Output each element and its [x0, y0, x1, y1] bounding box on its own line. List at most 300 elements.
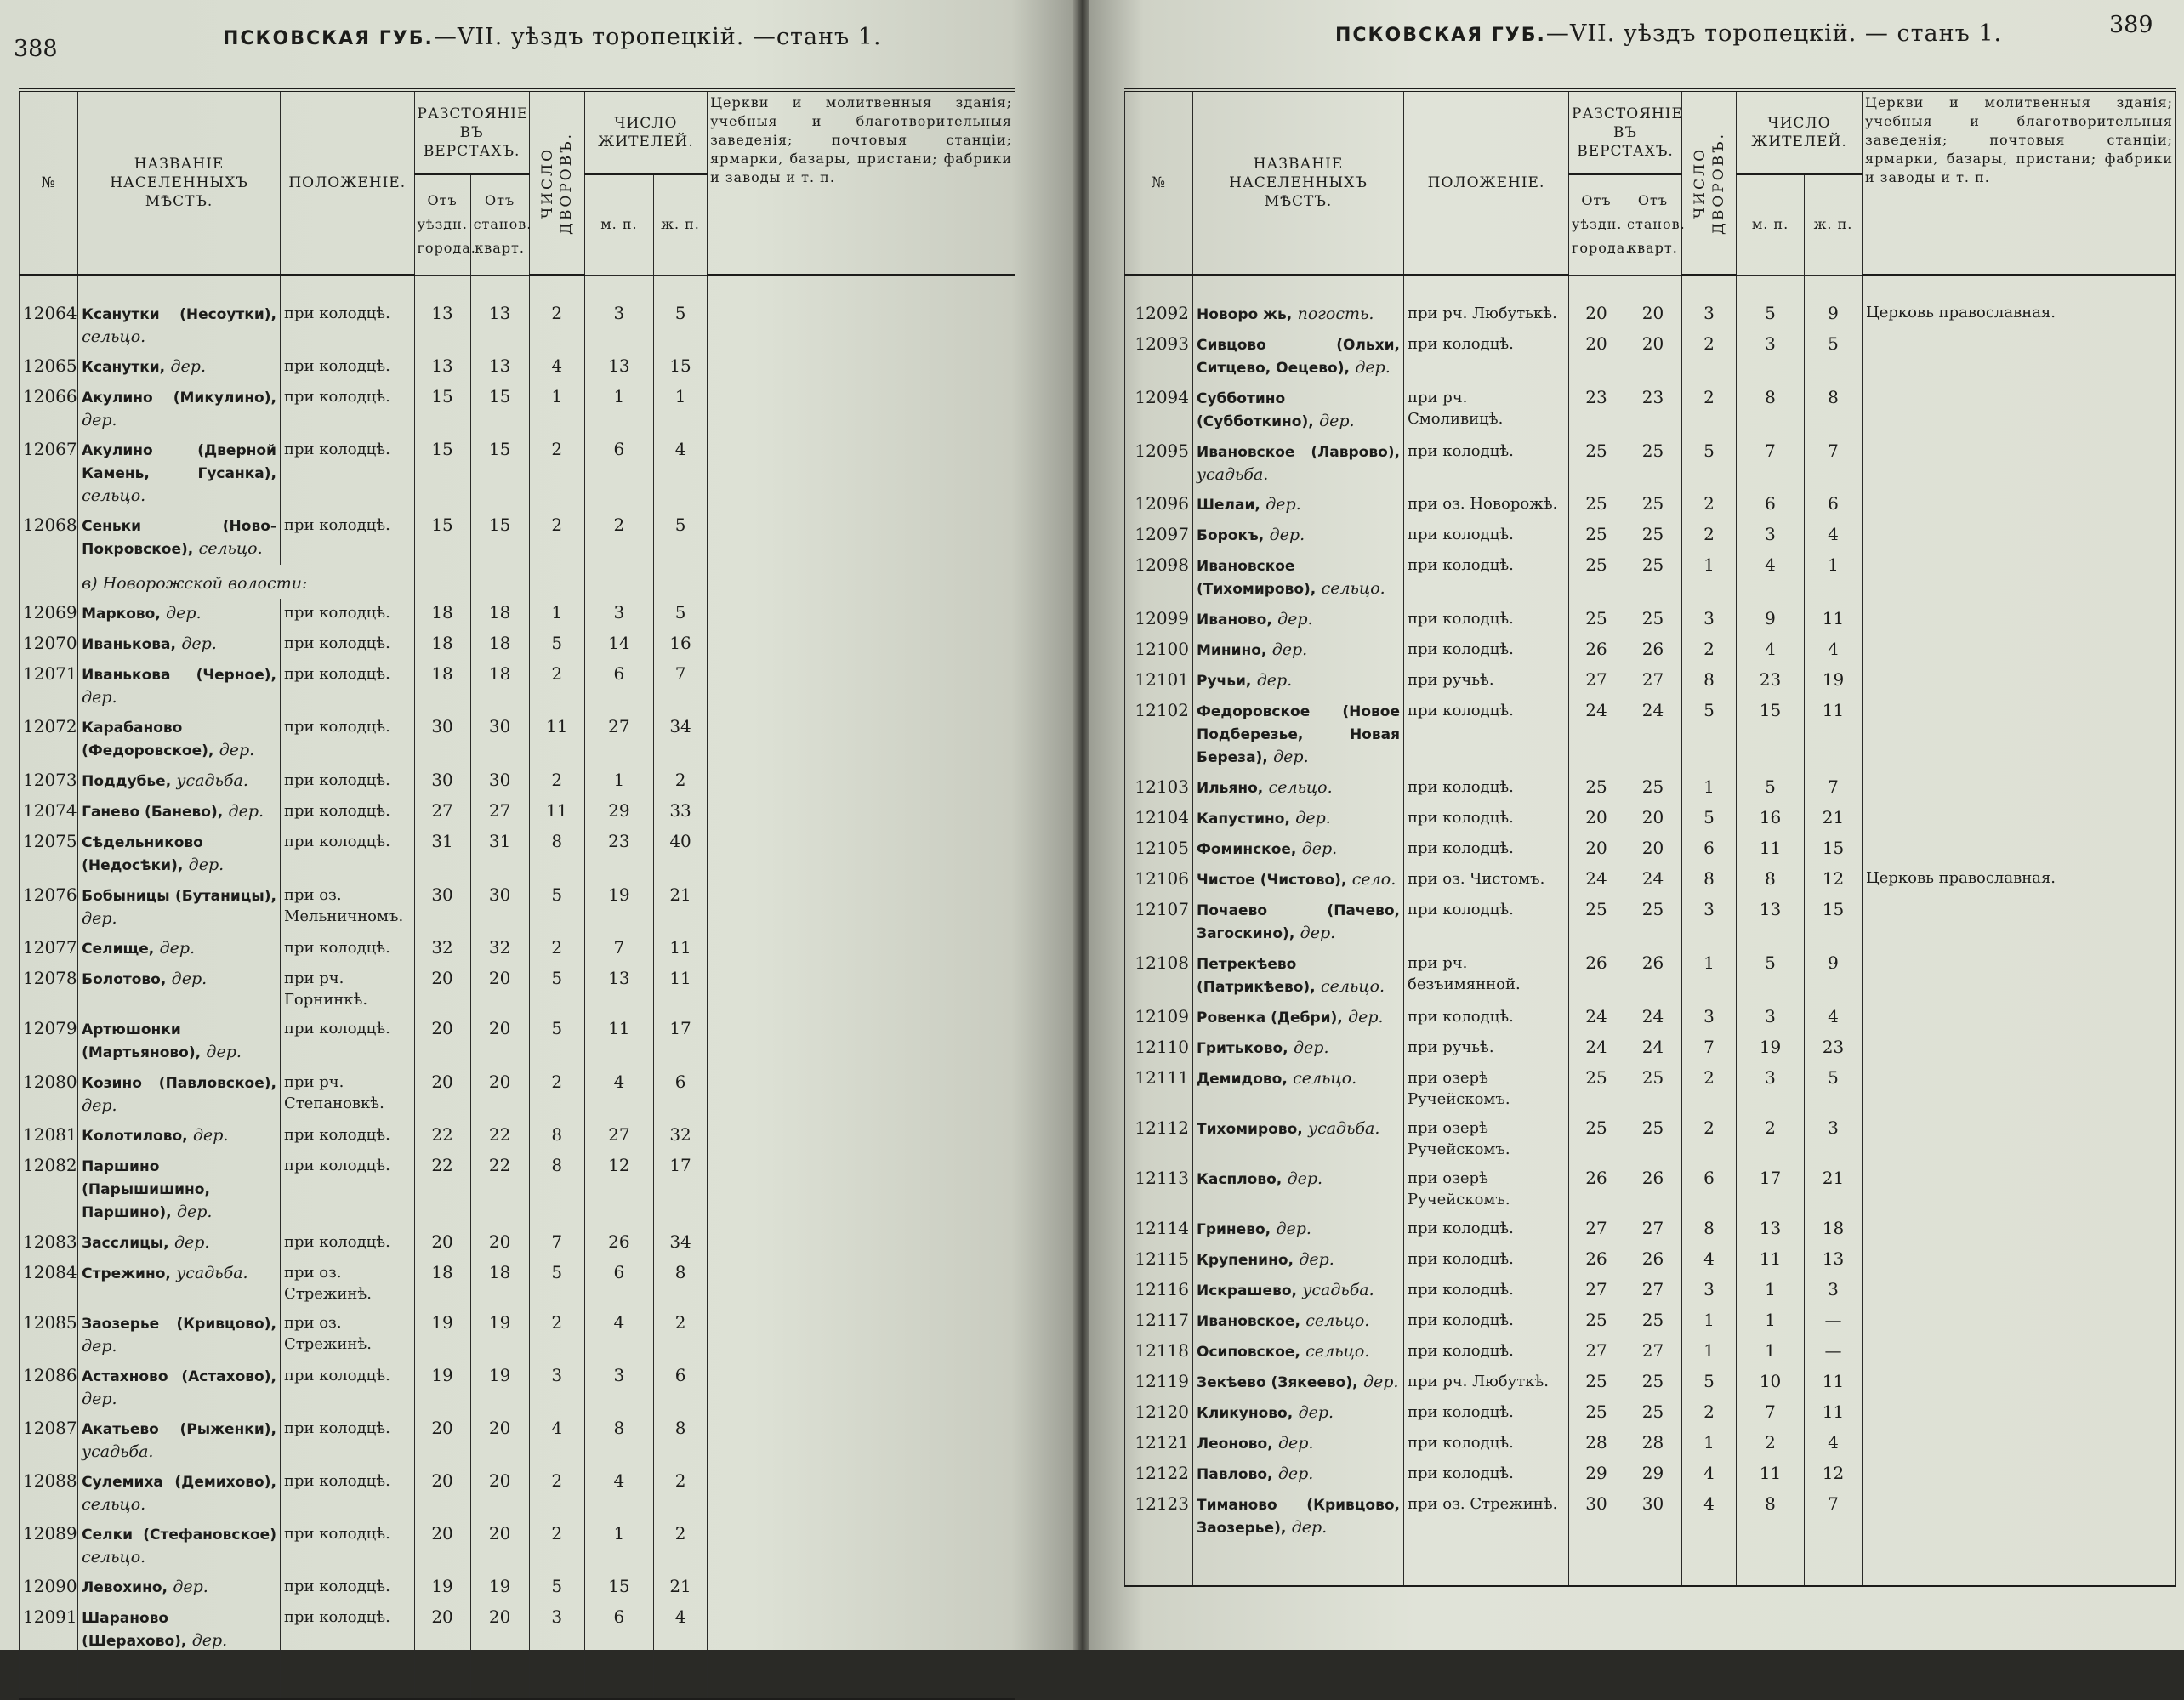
- distance-stan: 20: [470, 964, 529, 1015]
- settlement-name: Акатьево (Рыженки),: [82, 1421, 276, 1438]
- male-count: 1: [1737, 1306, 1805, 1337]
- notes: [708, 629, 1015, 660]
- female-count: 11: [1805, 696, 1863, 773]
- row-number: 12080: [20, 1068, 78, 1121]
- notes: [1863, 1164, 2176, 1214]
- table-row: [20, 599, 1015, 629]
- female-count: 4: [654, 435, 708, 511]
- settlement-name: Тихомирово,: [1197, 1121, 1303, 1138]
- settlement-name-cell: [78, 1151, 281, 1228]
- table-row: [1125, 666, 2176, 696]
- table-row: [1125, 520, 2176, 551]
- distance-stan: 20: [470, 1414, 529, 1467]
- notes: [1863, 666, 2176, 696]
- male-count: 2: [1737, 1114, 1805, 1164]
- settlement-name-cell: [78, 1603, 281, 1657]
- distance-town: 26: [1569, 1245, 1624, 1276]
- table-row: [1125, 1164, 2176, 1214]
- position: при оз. Новорожѣ.: [1404, 490, 1569, 520]
- distance-town: 24: [1569, 1003, 1624, 1033]
- settlement-name-cell: [78, 766, 281, 797]
- settlement-type: дер.: [1277, 610, 1313, 628]
- table-row: [1125, 490, 2176, 520]
- settlement-name-cell: [1193, 865, 1404, 895]
- table-row: [1125, 834, 2176, 865]
- distance-stan: 19: [470, 1309, 529, 1362]
- female-count: 6: [654, 1362, 708, 1414]
- notes: [1863, 1214, 2176, 1245]
- settlement-type: дер.: [1276, 1220, 1311, 1238]
- yards-count: 1: [1682, 1429, 1737, 1459]
- notes: [708, 881, 1015, 934]
- distance-town: 25: [1569, 437, 1624, 490]
- female-count: 11: [1805, 605, 1863, 635]
- table-row: [1125, 635, 2176, 666]
- male-count: 27: [584, 713, 653, 766]
- male-count: 8: [1737, 1490, 1805, 1544]
- female-count: 21: [1805, 1164, 1863, 1214]
- table-row: [1125, 1064, 2176, 1114]
- female-count: 9: [1805, 275, 1863, 330]
- settlement-name-cell: [1193, 1003, 1404, 1033]
- settlement-name-cell: [78, 797, 281, 827]
- table-row: [20, 1259, 1015, 1309]
- female-count: 16: [654, 629, 708, 660]
- notes: [708, 1414, 1015, 1467]
- settlement-name-cell: [1193, 666, 1404, 696]
- male-count: 15: [584, 1572, 653, 1603]
- female-count: 34: [654, 713, 708, 766]
- empty-cell: [470, 565, 529, 599]
- settlement-name: Новоро жь,: [1197, 306, 1293, 323]
- row-number: 12081: [20, 1121, 78, 1151]
- row-number: 12083: [20, 1228, 78, 1259]
- male-count: 27: [584, 1121, 653, 1151]
- settlement-name-cell: [1193, 520, 1404, 551]
- empty-cell: [414, 565, 470, 599]
- notes: [1863, 696, 2176, 773]
- distance-town: 27: [414, 797, 470, 827]
- distance-town: 20: [414, 1520, 470, 1572]
- table-row: [20, 383, 1015, 435]
- yards-count: 6: [1682, 834, 1737, 865]
- row-number: 12082: [20, 1151, 78, 1228]
- empty-cell: [470, 1657, 529, 1699]
- yards-count: 2: [529, 275, 584, 352]
- settlement-name: Капустино,: [1197, 810, 1290, 827]
- settlement-name-cell: [78, 511, 281, 565]
- male-count: 11: [1737, 1459, 1805, 1490]
- distance-stan: 30: [470, 881, 529, 934]
- position: при рч. безъимянной.: [1404, 949, 1569, 1003]
- distance-town: 18: [414, 1259, 470, 1309]
- distance-town: 20: [414, 1603, 470, 1657]
- settlement-type: дер.: [191, 1631, 228, 1650]
- notes: [1863, 1367, 2176, 1398]
- position: при колодцѣ.: [1404, 895, 1569, 949]
- row-number: 12093: [1125, 330, 1193, 384]
- female-count: 11: [654, 934, 708, 964]
- position: при колодцѣ.: [280, 1228, 414, 1259]
- table-row: [1125, 605, 2176, 635]
- table-row: [1125, 330, 2176, 384]
- settlement-type: дер.: [1291, 1518, 1328, 1537]
- distance-town: 20: [1569, 834, 1624, 865]
- settlement-name: Шелаи,: [1197, 497, 1260, 514]
- male-count: 8: [1737, 384, 1805, 437]
- yards-count: 8: [1682, 865, 1737, 895]
- table-row: [1125, 275, 2176, 330]
- female-count: 2: [654, 766, 708, 797]
- settlement-name: Селки (Стефановское): [82, 1527, 276, 1544]
- settlement-name-cell: [78, 660, 281, 713]
- settlement-type: сельцо.: [1321, 579, 1385, 598]
- settlement-name-cell: [78, 827, 281, 881]
- row-number: 12072: [20, 713, 78, 766]
- row-number: 12103: [1125, 773, 1193, 804]
- page-number: 388: [14, 36, 58, 62]
- male-count: 23: [584, 827, 653, 881]
- distance-stan: 19: [470, 1362, 529, 1414]
- position: при колодцѣ.: [280, 1467, 414, 1520]
- table-row: [20, 1151, 1015, 1228]
- distance-town: 29: [1569, 1459, 1624, 1490]
- settlement-type: дер.: [166, 604, 202, 623]
- position: при колодцѣ.: [280, 511, 414, 565]
- row-number: 12084: [20, 1259, 78, 1309]
- distance-town: 25: [1569, 490, 1624, 520]
- male-count: 4: [584, 1068, 653, 1121]
- female-count: 12: [1805, 1459, 1863, 1490]
- empty-cell: [1404, 1544, 1569, 1586]
- notes: [708, 766, 1015, 797]
- settlement-type: сельцо.: [1268, 778, 1333, 797]
- notes: [1863, 1337, 2176, 1367]
- distance-stan: 25: [1624, 1306, 1682, 1337]
- settlement-name-cell: [1193, 1459, 1404, 1490]
- position: при колодцѣ.: [280, 1015, 414, 1068]
- table-row: [20, 1414, 1015, 1467]
- position: при колодцѣ.: [1404, 834, 1569, 865]
- female-count: 33: [654, 797, 708, 827]
- settlement-name-cell: [1193, 1164, 1404, 1214]
- yards-count: 8: [529, 1151, 584, 1228]
- yards-count: 1: [1682, 551, 1737, 605]
- male-count: 15: [1737, 696, 1805, 773]
- male-count: 4: [584, 1467, 653, 1520]
- settlement-type: дер.: [171, 969, 208, 988]
- distance-town: 20: [1569, 804, 1624, 834]
- notes: [1863, 834, 2176, 865]
- settlement-name: Марково,: [82, 606, 161, 623]
- settlement-type: сельцо.: [1305, 1342, 1370, 1361]
- settlement-name: Левохино,: [82, 1579, 168, 1596]
- row-number: 12066: [20, 383, 78, 435]
- female-count: 23: [1805, 1033, 1863, 1064]
- distance-town: 27: [1569, 1214, 1624, 1245]
- settlement-name: Касплово,: [1197, 1171, 1283, 1188]
- row-number: 12067: [20, 435, 78, 511]
- male-count: 23: [1737, 666, 1805, 696]
- table-row: [1125, 1033, 2176, 1064]
- settlement-type: дер.: [1299, 1250, 1334, 1269]
- settlement-type: дер.: [82, 411, 117, 429]
- female-count: 1: [654, 383, 708, 435]
- settlements-table: [1124, 88, 2176, 1587]
- settlement-name: Карабаново (Федоровское),: [82, 719, 214, 759]
- settlement-name-cell: [78, 383, 281, 435]
- empty-cell: [1569, 1544, 1624, 1586]
- table-row: [1125, 551, 2176, 605]
- distance-stan: 22: [470, 1151, 529, 1228]
- female-count: 5: [654, 511, 708, 565]
- settlement-name-cell: [1193, 1337, 1404, 1367]
- table-row: [20, 964, 1015, 1015]
- notes: [1863, 1490, 2176, 1544]
- table-row: [1125, 1276, 2176, 1306]
- distance-town: 22: [414, 1121, 470, 1151]
- distance-stan: 24: [1624, 1003, 1682, 1033]
- settlement-name-cell: [78, 1259, 281, 1309]
- position: при рч. Любутькѣ.: [1404, 275, 1569, 330]
- empty-cell: [280, 1657, 414, 1699]
- settlement-name: Ксанутки,: [82, 359, 166, 376]
- settlement-name: Ильяно,: [1197, 780, 1264, 797]
- notes: [708, 797, 1015, 827]
- header-number: №: [1125, 90, 1193, 275]
- position: при колодцѣ.: [280, 383, 414, 435]
- distance-town: 20: [414, 964, 470, 1015]
- distance-stan: 20: [470, 1068, 529, 1121]
- female-count: 40: [654, 827, 708, 881]
- row-number: 12088: [20, 1467, 78, 1520]
- position: при колодцѣ.: [1404, 1429, 1569, 1459]
- distance-town: 30: [414, 766, 470, 797]
- table-row: [20, 1121, 1015, 1151]
- header-name: НАЗВАНІЕ НАСЕЛЕННЫХЪ МѢСТЪ.: [78, 90, 281, 275]
- notes: [708, 1520, 1015, 1572]
- settlement-name: Поддубье,: [82, 773, 172, 790]
- distance-stan: 27: [1624, 666, 1682, 696]
- settlement-type: усадьба.: [176, 1264, 248, 1282]
- male-count: 11: [1737, 834, 1805, 865]
- position: при оз. Чистомъ.: [1404, 865, 1569, 895]
- male-count: 2: [1737, 1429, 1805, 1459]
- distance-stan: 20: [1624, 275, 1682, 330]
- female-count: 17: [654, 1015, 708, 1068]
- distance-town: 20: [414, 1015, 470, 1068]
- distance-stan: 27: [1624, 1214, 1682, 1245]
- yards-count: 2: [529, 1309, 584, 1362]
- header-inhabitants: ЧИСЛО ЖИТЕЛЕЙ.: [584, 90, 707, 174]
- position: при оз. Стрежинѣ.: [280, 1309, 414, 1362]
- female-count: 11: [1805, 1367, 1863, 1398]
- distance-stan: 30: [470, 713, 529, 766]
- yards-count: 4: [1682, 1245, 1737, 1276]
- row-number: 12117: [1125, 1306, 1193, 1337]
- table-row: [1125, 1306, 2176, 1337]
- table-row: [1125, 1214, 2176, 1245]
- yards-count: 1: [1682, 1337, 1737, 1367]
- female-count: 7: [1805, 1490, 1863, 1544]
- yards-count: 11: [529, 797, 584, 827]
- female-count: 5: [654, 275, 708, 352]
- table-row: [1125, 696, 2176, 773]
- settlement-type: погость.: [1297, 304, 1374, 323]
- distance-town: 25: [1569, 1398, 1624, 1429]
- male-count: 2: [584, 511, 653, 565]
- distance-town: 18: [414, 660, 470, 713]
- position: при ручьѣ.: [1404, 1033, 1569, 1064]
- yards-count: 4: [529, 1414, 584, 1467]
- settlement-name: Субботино (Субботкино),: [1197, 390, 1314, 430]
- position: при колодцѣ.: [1404, 330, 1569, 384]
- settlement-name: Бобыницы (Бутаницы),: [82, 888, 276, 905]
- position: при колодцѣ.: [280, 713, 414, 766]
- settlement-name: Акулино (Дверной Камень, Гусанка),: [82, 442, 276, 482]
- row-number: 12095: [1125, 437, 1193, 490]
- female-count: 32: [654, 1121, 708, 1151]
- running-head-part: —VII. уѣздъ торопецкій. —станъ 1.: [433, 24, 882, 50]
- row-number: 12096: [1125, 490, 1193, 520]
- settlement-name-cell: [78, 1467, 281, 1520]
- notes: [708, 827, 1015, 881]
- position: при колодцѣ.: [1404, 773, 1569, 804]
- distance-stan: 25: [1624, 605, 1682, 635]
- position: при колодцѣ.: [280, 1520, 414, 1572]
- row-number: 12120: [1125, 1398, 1193, 1429]
- settlements-table: [19, 88, 1015, 1700]
- position: при озерѣ Ручейскомъ.: [1404, 1064, 1569, 1114]
- notes: [708, 1309, 1015, 1362]
- male-count: 3: [584, 599, 653, 629]
- table-row: [20, 660, 1015, 713]
- yards-count: 5: [1682, 696, 1737, 773]
- settlement-type: дер.: [1271, 640, 1308, 659]
- male-count: 13: [584, 352, 653, 383]
- notes: [1863, 605, 2176, 635]
- male-count: 3: [584, 1362, 653, 1414]
- table-row: [1125, 1459, 2176, 1490]
- yards-count: 2: [529, 934, 584, 964]
- distance-town: 25: [1569, 551, 1624, 605]
- empty-cell: [414, 1657, 470, 1699]
- empty-cell: [584, 1657, 653, 1699]
- table-row: [20, 1572, 1015, 1603]
- row-number: 12076: [20, 881, 78, 934]
- distance-stan: 25: [1624, 895, 1682, 949]
- notes: [708, 1121, 1015, 1151]
- female-count: 5: [1805, 330, 1863, 384]
- right-page: [1089, 0, 2184, 1650]
- settlement-name-cell: [78, 1121, 281, 1151]
- notes: [1863, 330, 2176, 384]
- header-yards: [1682, 90, 1737, 275]
- distance-town: 13: [414, 352, 470, 383]
- row-number: 12112: [1125, 1114, 1193, 1164]
- distance-town: 25: [1569, 1306, 1624, 1337]
- table-row: [1125, 949, 2176, 1003]
- settlement-name: Почаево (Пачево, Загоскино),: [1197, 902, 1400, 942]
- settlement-type: дер.: [1355, 358, 1391, 377]
- settlement-type: дер.: [1294, 1038, 1329, 1057]
- female-count: 15: [654, 352, 708, 383]
- settlement-name-cell: [1193, 1033, 1404, 1064]
- distance-stan: 20: [1624, 804, 1682, 834]
- table-row: [1125, 865, 2176, 895]
- table-bottom-space: [20, 1657, 1015, 1699]
- notes: [1863, 384, 2176, 437]
- row-number: 12106: [1125, 865, 1193, 895]
- distance-town: 26: [1569, 949, 1624, 1003]
- female-count: 19: [1805, 666, 1863, 696]
- female-count: 4: [1805, 1003, 1863, 1033]
- female-count: 18: [1805, 1214, 1863, 1245]
- settlement-name-cell: [1193, 635, 1404, 666]
- table-row: [20, 1068, 1015, 1121]
- position: при колодцѣ.: [1404, 437, 1569, 490]
- yards-count: 4: [529, 352, 584, 383]
- yards-count: 2: [1682, 520, 1737, 551]
- settlement-type: сельцо.: [82, 1548, 146, 1566]
- notes: [708, 1015, 1015, 1068]
- settlement-name: Кликуново,: [1197, 1405, 1294, 1422]
- settlement-type: дер.: [1298, 1403, 1334, 1422]
- header-notes: Церкви и молитвенныя зданія; учебныя и благотворительныя заведенія; почтовыя станціи; ярмарки, базары, пристани; фабрики и заводы и т. п.: [708, 90, 1015, 275]
- settlement-name-cell: [1193, 605, 1404, 635]
- yards-count: 1: [1682, 1306, 1737, 1337]
- yards-count: 3: [1682, 1003, 1737, 1033]
- row-number: 12113: [1125, 1164, 1193, 1214]
- female-count: 15: [1805, 834, 1863, 865]
- yards-count: 2: [529, 1068, 584, 1121]
- male-count: 1: [1737, 1276, 1805, 1306]
- settlement-type: дер.: [1256, 671, 1293, 690]
- empty-cell: [529, 1657, 584, 1699]
- empty-cell: [654, 1657, 708, 1699]
- distance-stan: 26: [1624, 1164, 1682, 1214]
- section-heading: в) Новорожской волости:: [78, 565, 414, 599]
- settlement-type: дер.: [82, 909, 117, 928]
- male-count: 6: [1737, 490, 1805, 520]
- settlement-name: Иванькова (Черное),: [82, 667, 276, 684]
- distance-town: 20: [414, 1467, 470, 1520]
- distance-stan: 32: [470, 934, 529, 964]
- empty-cell: [20, 1657, 78, 1699]
- table-row: [20, 1467, 1015, 1520]
- settlement-name: Шараново (Шерахово),: [82, 1610, 187, 1650]
- yards-count: 2: [1682, 1114, 1737, 1164]
- position: при колодцѣ.: [280, 1572, 414, 1603]
- distance-stan: 29: [1624, 1459, 1682, 1490]
- distance-stan: 25: [1624, 1398, 1682, 1429]
- male-count: 1: [1737, 1337, 1805, 1367]
- male-count: 17: [1737, 1164, 1805, 1214]
- settlement-name: Зекѣево (Зякеево),: [1197, 1374, 1358, 1391]
- settlement-type: дер.: [1278, 1434, 1314, 1453]
- settlement-name-cell: [1193, 895, 1404, 949]
- row-number: 12077: [20, 934, 78, 964]
- female-count: 3: [1805, 1114, 1863, 1164]
- settlement-name-cell: [1193, 551, 1404, 605]
- notes: [1863, 1429, 2176, 1459]
- male-count: 1: [584, 383, 653, 435]
- distance-town: 27: [1569, 1337, 1624, 1367]
- notes: [708, 1259, 1015, 1309]
- distance-town: 22: [414, 1151, 470, 1228]
- distance-stan: 26: [1624, 1245, 1682, 1276]
- table-row: [1125, 1003, 2176, 1033]
